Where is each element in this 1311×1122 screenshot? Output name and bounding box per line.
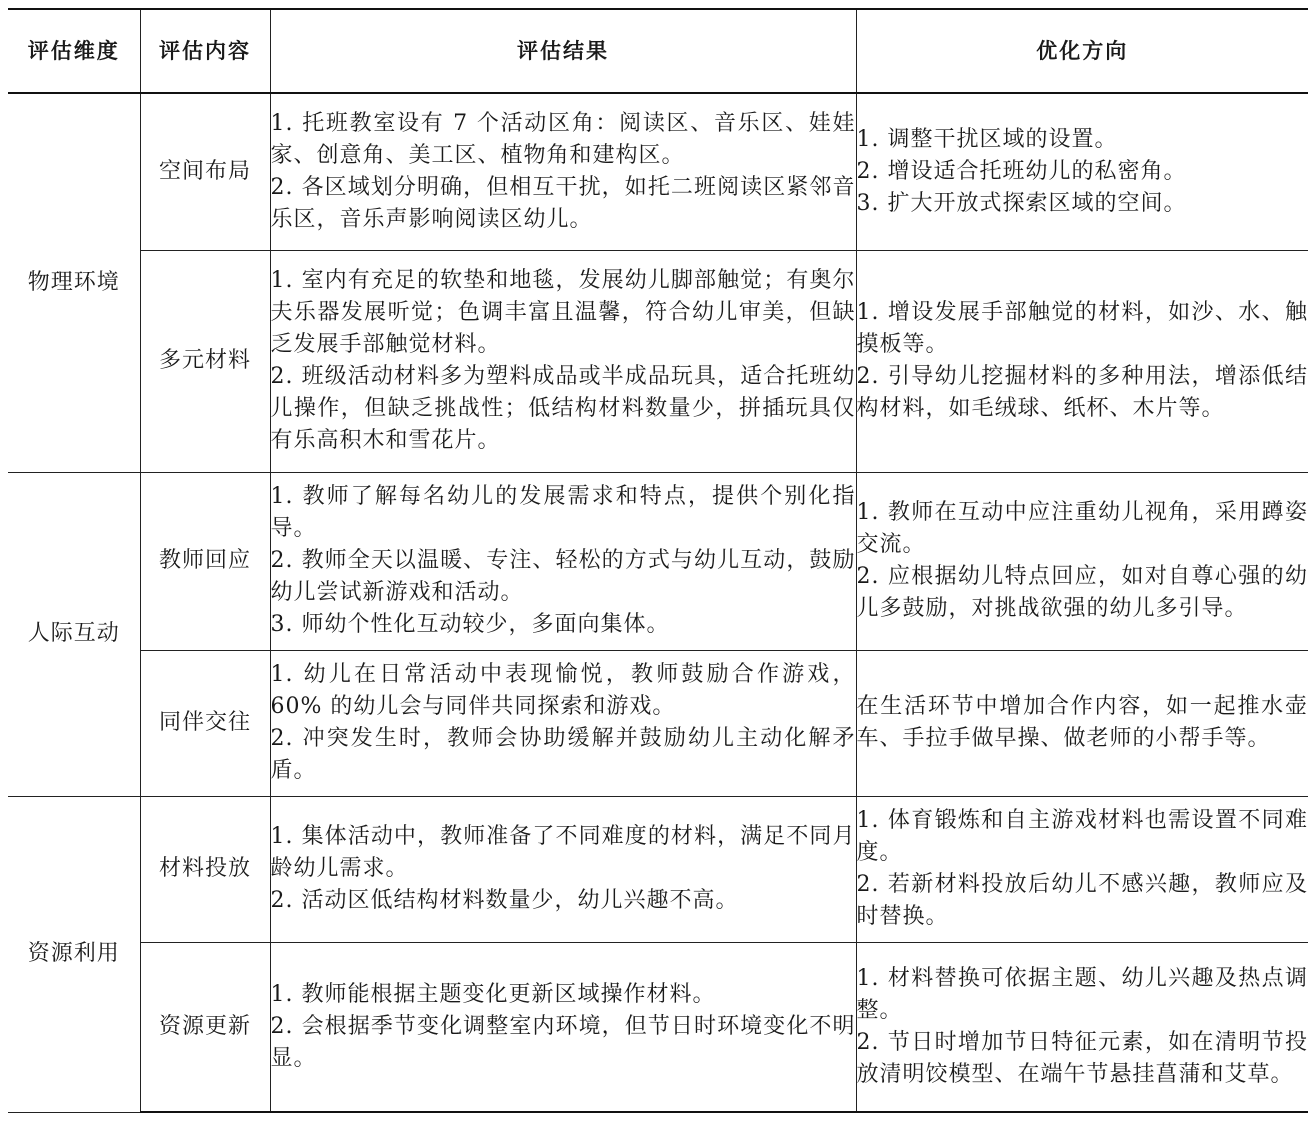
- dimension-cell: 资源利用: [8, 796, 140, 1112]
- result-item: 2. 活动区低结构材料数量少，幼儿兴趣不高。: [270, 888, 739, 913]
- table-row: [8, 472, 1308, 650]
- content-cell: 教师回应: [140, 472, 270, 650]
- table-row: [8, 796, 1308, 942]
- result-item: 1. 室内有充足的软垫和地毯，发展幼儿脚部触觉；有奥尔夫乐器发展听觉；色调丰富且温馨，符合幼儿审美，但缺乏发展手部触觉材料。: [270, 268, 856, 357]
- result-cell: [270, 93, 856, 250]
- content-cell: 材料投放: [140, 796, 270, 942]
- dimension-cell: 物理环境: [8, 93, 140, 472]
- table-row: [8, 93, 1308, 250]
- result-item: 1. 教师了解每名幼儿的发展需求和特点，提供个别化指导。: [270, 484, 856, 541]
- table-row: [8, 650, 1308, 796]
- optimization-item: 2. 增设适合托班幼儿的私密角。: [856, 158, 1187, 184]
- optimization-item: 1. 材料替换可依据主题、幼儿兴趣及热点调整。: [856, 965, 1308, 1023]
- result-cell: [270, 650, 856, 796]
- result-item: 2. 教师全天以温暖、专注、轻松的方式与幼儿互动，鼓励幼儿尝试新游戏和活动。: [270, 548, 856, 605]
- result-item: 1. 托班教室设有 7 个活动区角：阅读区、音乐区、娃娃家、创意角、美工区、植物角和建构区。: [270, 110, 856, 168]
- result-cell: [270, 472, 856, 650]
- result-item: 2. 班级活动材料多为塑料成品或半成品玩具，适合托班幼儿操作，但缺乏挑战性；低结构材料数量少，拼插玩具仅有乐高积木和雪花片。: [270, 364, 856, 453]
- optimization-cell: [856, 796, 1308, 942]
- optimization-item: 在生活环节中增加合作内容，如一起推水壶车、手拉手做早操、做老师的小帮手等。: [856, 694, 1308, 751]
- content-cell: 资源更新: [140, 942, 270, 1112]
- optimization-item: 3. 扩大开放式探索区域的空间。: [856, 190, 1187, 216]
- optimization-item: 2. 若新材料投放后幼儿不感兴趣，教师应及时替换。: [856, 872, 1308, 929]
- optimization-item: 1. 体育锻炼和自主游戏材料也需设置不同难度。: [856, 808, 1308, 865]
- optimization-item: 2. 应根据幼儿特点回应，如对自尊心强的幼儿多鼓励，对挑战欲强的幼儿多引导。: [856, 564, 1308, 621]
- optimization-cell: [856, 93, 1308, 250]
- table-row: [8, 942, 1308, 1112]
- dimension-cell: 人际互动: [8, 472, 140, 796]
- content-cell: 同伴交往: [140, 650, 270, 796]
- result-item: 1. 幼儿在日常活动中表现愉悦，教师鼓励合作游戏，60% 的幼儿会与同伴共同探索和游戏。: [270, 662, 856, 719]
- content-cell: 多元材料: [140, 250, 270, 472]
- result-item: 2. 会根据季节变化调整室内环境，但节日时环境变化不明显。: [270, 1013, 856, 1071]
- header-dimension: 评估维度: [8, 9, 140, 93]
- optimization-cell: [856, 650, 1308, 796]
- result-item: 1. 教师能根据主题变化更新区域操作材料。: [270, 981, 716, 1007]
- optimization-cell: [856, 250, 1308, 472]
- result-cell: [270, 942, 856, 1112]
- optimization-cell: [856, 942, 1308, 1112]
- result-cell: [270, 796, 856, 942]
- table-header-row: [8, 9, 1308, 93]
- result-item: 1. 集体活动中，教师准备了不同难度的材料，满足不同月龄幼儿需求。: [270, 824, 856, 881]
- optimization-cell: [856, 472, 1308, 650]
- result-item: 3. 师幼个性化互动较少，多面向集体。: [270, 612, 670, 637]
- optimization-item: 2. 节日时增加节日特征元素，如在清明节投放清明饺模型、在端午节悬挂菖蒲和艾草。: [856, 1029, 1308, 1087]
- evaluation-table: [8, 8, 1308, 1113]
- result-item: 2. 冲突发生时，教师会协助缓解并鼓励幼儿主动化解矛盾。: [270, 726, 856, 783]
- optimization-item: 1. 调整干扰区域的设置。: [856, 126, 1118, 152]
- optimization-item: 1. 教师在互动中应注重幼儿视角，采用蹲姿交流。: [856, 500, 1308, 557]
- header-content: 评估内容: [140, 9, 270, 93]
- result-item: 2. 各区域划分明确，但相互干扰，如托二班阅读区紧邻音乐区，音乐声影响阅读区幼儿。: [270, 174, 856, 232]
- optimization-item: 2. 引导幼儿挖掘材料的多种用法，增添低结构材料，如毛绒球、纸杯、木片等。: [856, 364, 1308, 421]
- result-cell: [270, 250, 856, 472]
- table-row: [8, 250, 1308, 472]
- optimization-item: 1. 增设发展手部触觉的材料，如沙、水、触摸板等。: [856, 300, 1308, 357]
- evaluation-table-container: [8, 8, 1308, 1113]
- content-cell: 空间布局: [140, 93, 270, 250]
- header-optimization: 优化方向: [856, 9, 1308, 93]
- header-result: 评估结果: [270, 9, 856, 93]
